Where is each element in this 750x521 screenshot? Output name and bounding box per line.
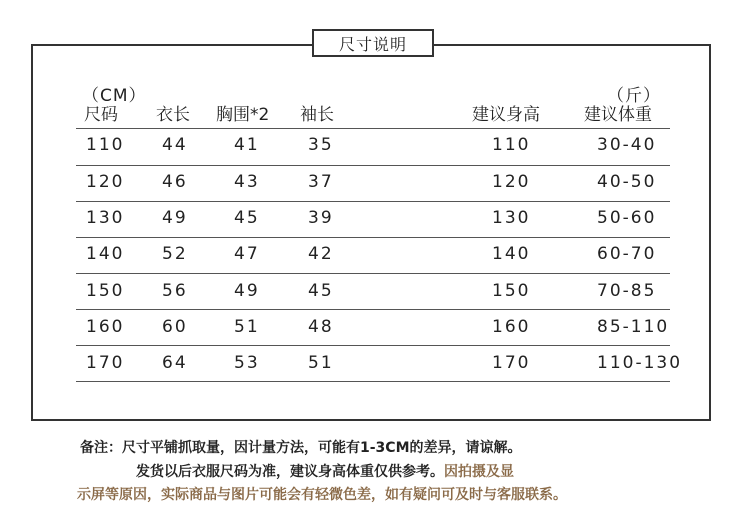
cell-chest: 53 — [234, 353, 260, 373]
note-line-2-highlight: 因拍摄及显 — [444, 464, 514, 480]
cell-size: 150 — [86, 281, 125, 301]
cell-weight: 70-85 — [597, 281, 657, 301]
note-line-1: 备注：尺寸平铺抓取量，因计量方法，可能有1-3CM的差异，请谅解。 — [80, 440, 522, 456]
cell-length: 56 — [162, 281, 188, 301]
cell-height: 160 — [492, 317, 531, 337]
row-divider — [76, 237, 670, 238]
cell-height: 140 — [492, 244, 531, 264]
cell-height: 120 — [492, 172, 531, 192]
cell-sleeve: 42 — [308, 244, 334, 264]
header-weight: 建议体重 — [584, 105, 652, 125]
note-line-2-text: 发货以后衣服尺码为准，建议身高体重仅供参考。 — [136, 464, 444, 480]
cell-sleeve: 48 — [308, 317, 334, 337]
cell-sleeve: 39 — [308, 208, 334, 228]
cell-length: 44 — [162, 135, 188, 155]
cell-weight: 40-50 — [597, 172, 657, 192]
cell-chest: 47 — [234, 244, 260, 264]
row-divider — [76, 273, 670, 274]
cell-sleeve: 35 — [308, 135, 334, 155]
cell-sleeve: 37 — [308, 172, 334, 192]
cell-chest: 49 — [234, 281, 260, 301]
row-divider — [76, 128, 670, 129]
cell-length: 52 — [162, 244, 188, 264]
cell-length: 46 — [162, 172, 188, 192]
cell-length: 64 — [162, 353, 188, 373]
cell-height: 150 — [492, 281, 531, 301]
cell-length: 60 — [162, 317, 188, 337]
row-divider — [76, 309, 670, 310]
cell-weight: 50-60 — [597, 208, 657, 228]
cell-height: 170 — [492, 353, 531, 373]
cell-size: 130 — [86, 208, 125, 228]
note-line-2 — [136, 461, 514, 481]
cell-weight: 110-130 — [597, 353, 683, 373]
cell-size: 160 — [86, 317, 125, 337]
cell-length: 49 — [162, 208, 188, 228]
unit-label-jin: （斤） — [607, 86, 661, 106]
unit-label-cm: （CM） — [82, 86, 147, 106]
row-divider — [76, 381, 670, 382]
cell-sleeve: 51 — [308, 353, 334, 373]
cell-weight: 85-110 — [597, 317, 670, 337]
cell-weight: 30-40 — [597, 135, 657, 155]
row-divider — [76, 165, 670, 166]
cell-height: 130 — [492, 208, 531, 228]
header-length: 衣长 — [156, 105, 190, 125]
row-divider — [76, 345, 670, 346]
cell-chest: 43 — [234, 172, 260, 192]
header-sleeve: 袖长 — [300, 105, 334, 125]
cell-size: 170 — [86, 353, 125, 373]
header-height: 建议身高 — [472, 105, 540, 125]
note-line-3: 示屏等原因，实际商品与图片可能会有轻微色差，如有疑问可及时与客服联系。 — [77, 487, 567, 503]
cell-size: 110 — [86, 135, 125, 155]
cell-height: 110 — [492, 135, 531, 155]
cell-chest: 51 — [234, 317, 260, 337]
cell-size: 140 — [86, 244, 125, 264]
size-chart-title: 尺寸说明 — [312, 29, 434, 57]
cell-weight: 60-70 — [597, 244, 657, 264]
header-chest: 胸围*2 — [216, 105, 270, 125]
cell-sleeve: 45 — [308, 281, 334, 301]
row-divider — [76, 201, 670, 202]
header-size: 尺码 — [84, 105, 118, 125]
cell-chest: 45 — [234, 208, 260, 228]
cell-chest: 41 — [234, 135, 260, 155]
cell-size: 120 — [86, 172, 125, 192]
